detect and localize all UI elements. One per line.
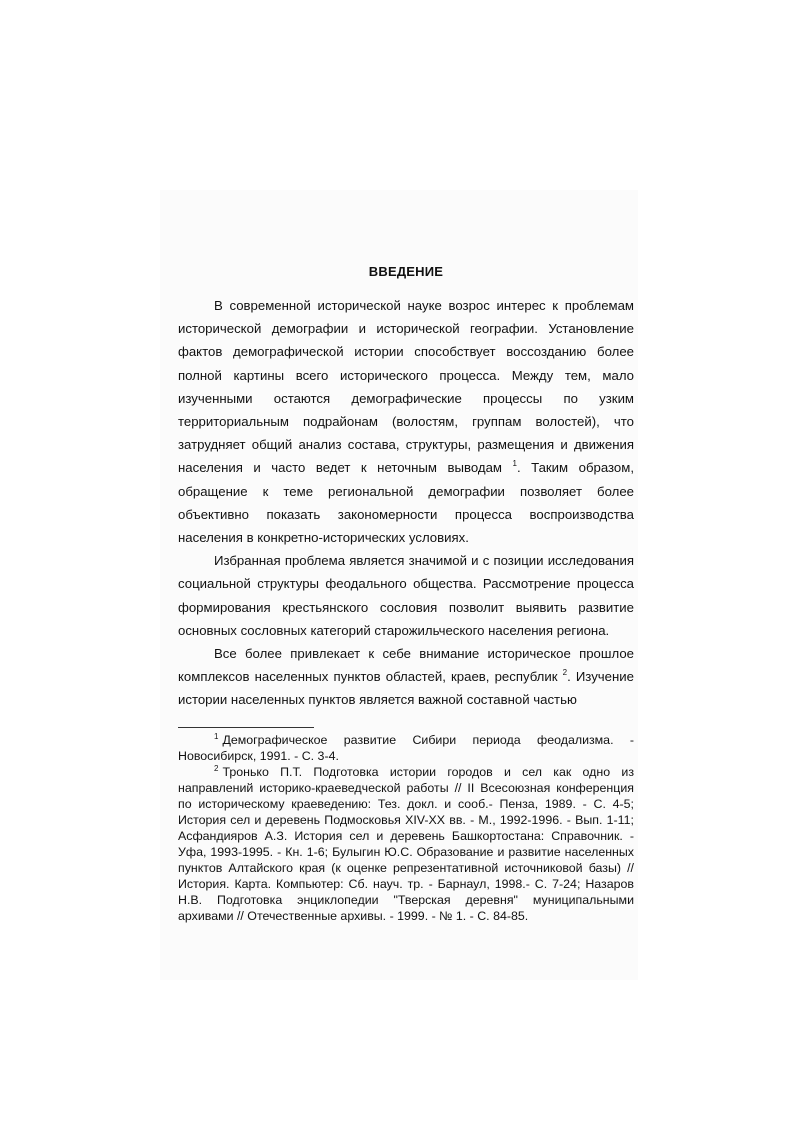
footnote-2	[178, 764, 634, 924]
footnote-1-text: Демографическое развитие Сибири периода феодализма. - Новосибирск, 1991. - С. 3-4.	[178, 733, 634, 763]
page-title: ВВЕДЕНИЕ	[368, 264, 444, 279]
footnote-1	[178, 732, 634, 764]
footnote-2-number: 2	[214, 764, 219, 773]
paragraph-2: Избранная проблема является значимой и с позиции исследования социальной структуры феодального общества. Рассмотрение процесса формирования крестьянского сословия позволит выявить развитие основных сословных категорий старожильческого населения региона.	[178, 553, 634, 638]
paragraph-1-text-continued: . Таким образом, обращение к теме региональной демографии позволяет более объективно показать закономерности процесса воспроизводства населения в конкретно-исторических условиях.	[178, 460, 634, 546]
footnote-ref-1[interactable]: 1	[512, 459, 517, 469]
footnote-1-number: 1	[214, 732, 219, 741]
paragraph-1-text: В современной исторической науке возрос интерес к проблемам исторической демографии и исторической географии. Установление фактов демографической истории способствует воссозданию более полной картины всего исторического процесса. Между тем, мало изученными остаются демографические процессы по узким территориальным подрайонам (волостям, группам волостей), что затрудняет общий анализ состава, структуры, размещения и движения населения и часто ведет к неточным выводам	[178, 298, 634, 476]
footnote-ref-2[interactable]: 2	[562, 668, 568, 678]
footnote-separator	[178, 727, 314, 728]
paragraph-1	[178, 294, 634, 549]
document-body	[178, 262, 634, 712]
paragraph-3-text: Все более привлекает к себе внимание историческое прошлое комплексов населенных пунктов областей, краев, республик	[178, 646, 634, 685]
footnote-2-text: Тронько П.Т. Подготовка истории городов и сел как одно из направлений историко-краеведческой работы // II Всесоюзная конференция по историческому краеведению: Тез. докл. и сооб.- Пенза, 1989. - С. 4-5; История сел и деревень Подмосковья XIV-XX вв. - М., 1992-1996. - Вып. 1-11; Асфандияров А.З. История сел и деревень Башкортостана: Справочник. - Уфа, 1993-1995. - Кн. 1-6; Булыгин Ю.С. Образование и развитие населенных пунктов Алтайского края (к оценке репрезентативной источниковой базы) // История. Карта. Компьютер: Сб. науч. тр. - Барнаул, 1998.- С. 7-24; Назаров Н.В. Подготовка энциклопедии "Тверская деревня" муниципальными архивами // Отечественные архивы. - 1999. - № 1. - С. 84-85.	[178, 765, 634, 923]
paragraph-3-text-continued: . Изучение истории населенных пунктов является важной составной частью	[178, 669, 634, 708]
paragraph-3	[178, 642, 634, 712]
footnotes	[178, 732, 634, 924]
